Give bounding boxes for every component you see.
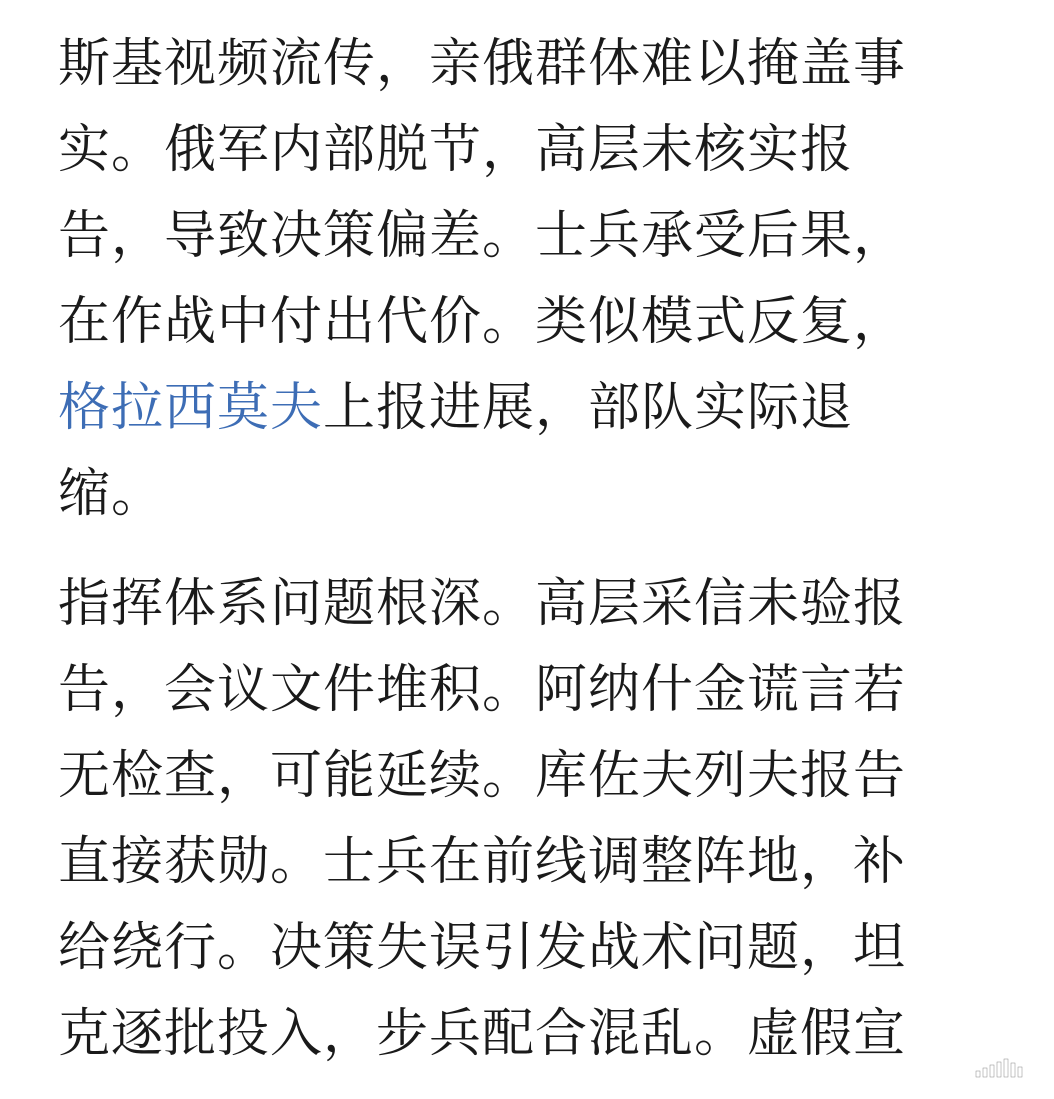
signal-bars-icon <box>974 1057 1028 1079</box>
watermark <box>974 1057 1028 1079</box>
text-line-rest: 上报进展，部队实际退 <box>323 378 854 438</box>
text-line: 无检查，可能延续。库佐夫列夫报告 <box>58 746 907 806</box>
text-line: 给绕行。决策失误引发战术问题，坦 <box>58 918 907 978</box>
text-line: 斯基视频流传，亲俄群体难以掩盖事 <box>58 34 907 94</box>
text-line: 缩。 <box>58 464 165 524</box>
text-line: 告，会议文件堆积。阿纳什金谎言若 <box>58 660 907 720</box>
text-line: 克逐批投入，步兵配合混乱。虚假宣 <box>58 1004 907 1064</box>
bottom-fade <box>0 1071 1054 1099</box>
person-link-gerasimov[interactable]: 格拉西莫夫 <box>58 378 324 438</box>
text-line: 直接获勋。士兵在前线调整阵地，补 <box>58 832 907 892</box>
text-line <box>58 365 906 451</box>
paragraph-1 <box>58 21 906 537</box>
text-line: 指挥体系问题根深。高层采信未验报 <box>58 574 907 634</box>
text-line: 实。俄军内部脱节，高层未核实报 <box>58 120 854 180</box>
text-line: 在作战中付出代价。类似模式反复， <box>58 292 907 352</box>
paragraph-2 <box>58 561 906 1077</box>
text-line: 告，导致决策偏差。士兵承受后果， <box>58 206 907 266</box>
